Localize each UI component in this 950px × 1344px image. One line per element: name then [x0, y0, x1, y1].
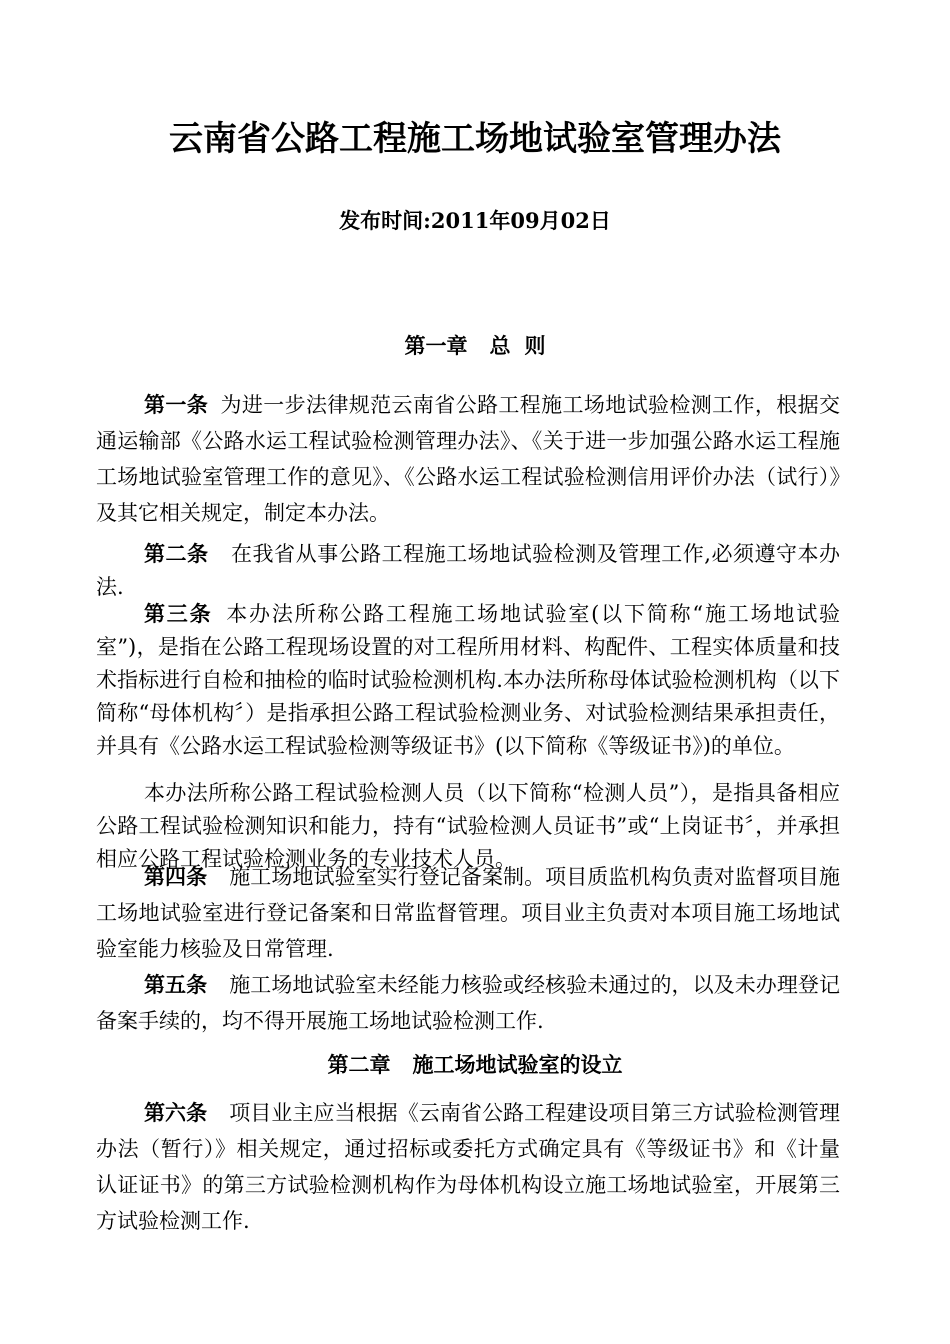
article-number: 第三条	[144, 601, 213, 626]
article-number: 第一条	[144, 392, 209, 417]
article-5	[96, 967, 840, 1039]
article-number: 第六条	[144, 1100, 208, 1125]
article-text: 项目业主应当根据《云南省公路工程建设项目第三方试验检测管理办法（暂行）》相关规定，通过招标或委托方式确定具有《等级证书》和《计量认证证书》的第三方试验检测机构作为母体机构设立施工场地试验室，开展第三方试验检测工作.	[96, 1101, 840, 1233]
article-2	[96, 537, 840, 604]
article-3	[96, 597, 840, 763]
chapter-heading-2	[0, 1049, 950, 1081]
article-number: 第四条	[144, 864, 208, 889]
document-title: 云南省公路工程施工场地试验室管理办法	[169, 119, 781, 159]
chapter-name: 施工场地试验室的设立	[412, 1052, 623, 1077]
chapter-number: 第一章	[404, 333, 468, 358]
chapter-name-part2: 则	[524, 333, 546, 358]
article-1	[96, 387, 840, 531]
article-text: 施工场地试验室未经能力核验或经核验未通过的，以及未办理登记备案手续的，均不得开展施工场地试验检测工作.	[96, 973, 840, 1033]
article-3-continuation: 本办法所称公路工程试验检测人员（以下简称“检测人员”），是指具备相应公路工程试验检测知识和能力，持有“试验检测人员证书”或“上岗证书〞，并承担相应公路工程试验检测业务的专业技术人员。	[96, 781, 840, 871]
chapter-heading-1	[0, 330, 950, 362]
chapter-number: 第二章	[327, 1052, 391, 1077]
article-text: 本办法所称公路工程施工场地试验室(以下简称“施工场地试验室”)，是指在公路工程现场设置的对工程所用材料、构配件、工程实体质量和技术指标进行自检和抽检的临时试验检测机构.本办法所称母体试验检测机构（以下简称“母体机构〞）是指承担公路工程试验检测业务、对试验检测结果承担责任，并具有《公路水运工程试验检测等级证书》(以下简称《等级证书》)的单位。	[96, 602, 841, 758]
article-text: 在我省从事公路工程施工场地试验检测及管理工作,必须遵守本办法.	[96, 542, 840, 599]
article-number: 第五条	[144, 972, 208, 997]
publish-date: 发布时间:2011年09月02日	[339, 208, 611, 233]
article-6	[96, 1095, 840, 1239]
chapter-name: 总	[489, 333, 511, 358]
article-number: 第二条	[144, 541, 209, 566]
article-4	[96, 859, 840, 967]
article-text: 为进一步法律规范云南省公路工程施工场地试验检测工作，根据交通运输部《公路水运工程试验检测管理办法》、《关于进一步加强公路水运工程施工场地试验室管理工作的意见》、《公路水运工程试验检测信用评价办法（试行）》及其它相关规定，制定本办法。	[96, 393, 840, 525]
article-text: 施工场地试验室实行登记备案制。项目质监机构负责对监督项目施工场地试验室进行登记备案和日常监督管理。项目业主负责对本项目施工场地试验室能力核验及日常管理.	[96, 865, 840, 961]
